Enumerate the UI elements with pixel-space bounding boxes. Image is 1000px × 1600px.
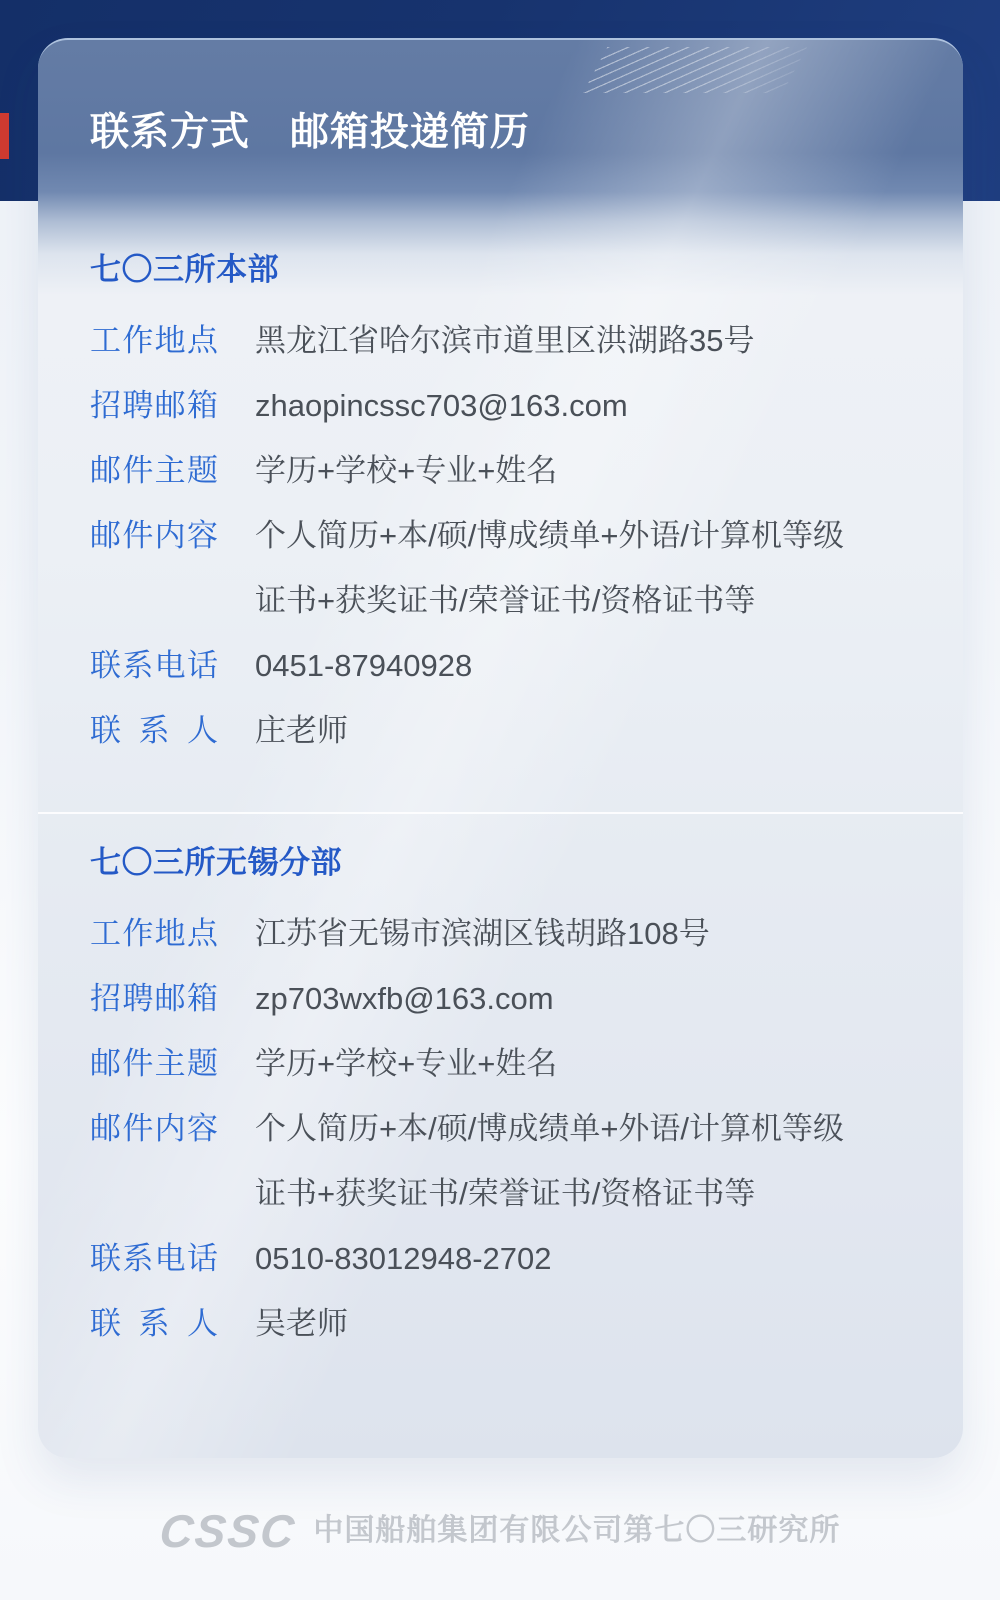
work-location-value: 江苏省无锡市滨湖区钱胡路108号 [255,916,710,951]
row-label: 邮件主题 [90,1046,218,1081]
card-header [90,40,911,237]
row-label: 联系人 [90,713,218,748]
footer [0,1496,1000,1566]
recruit-email-value: zp703wxfb@163.com [255,981,554,1016]
section-title: 七〇三所本部 [90,252,279,287]
contact-card [38,38,963,1458]
recruit-email-value: zhaopincssc703@163.com [255,388,628,423]
row-recruit-email [90,966,911,1031]
row-label: 邮件主题 [90,453,218,488]
email-subject-value: 学历+学校+专业+姓名 [255,453,558,488]
section-headquarters [90,237,911,763]
diagonal-hatch-decoration [583,47,807,93]
section-wuxi-branch [90,830,911,1356]
section-divider [38,812,963,814]
row-label: 联系电话 [90,648,218,683]
row-label: 邮件内容 [90,518,218,553]
work-location-value: 黑龙江省哈尔滨市道里区洪湖路35号 [255,323,755,358]
row-label: 邮件内容 [90,1111,218,1146]
section-title: 七〇三所无锡分部 [90,845,342,880]
phone-value: 0451-87940928 [255,648,473,683]
row-label: 联系人 [90,1306,218,1341]
contact-person-value: 吴老师 [255,1306,348,1341]
row-email-subject [90,1031,911,1096]
email-content-line1: 个人简历+本/硕/博成绩单+外语/计算机等级 [255,1111,845,1146]
row-contact-person [90,1291,911,1356]
row-email-subject [90,438,911,503]
row-contact-person [90,698,911,763]
row-label: 招聘邮箱 [90,388,218,423]
email-content-line2: 证书+获奖证书/荣誉证书/资格证书等 [255,583,756,618]
row-email-content [90,503,911,633]
row-label: 联系电话 [90,1241,218,1276]
row-work-location [90,901,911,966]
page-title: 联系方式 邮箱投递简历 [90,111,531,154]
row-work-location [90,308,911,373]
email-subject-value: 学历+学校+专业+姓名 [255,1046,558,1081]
row-phone [90,633,911,698]
row-label: 工作地点 [90,323,218,358]
row-phone [90,1226,911,1291]
red-accent-bar [0,113,9,159]
footer-company-name: 中国船舶集团有限公司第七〇三研究所 [313,1514,841,1547]
email-content-value [255,503,844,633]
row-label: 招聘邮箱 [90,981,218,1016]
row-recruit-email [90,373,911,438]
row-email-content [90,1096,911,1226]
email-content-line2: 证书+获奖证书/荣誉证书/资格证书等 [255,1176,756,1211]
phone-value: 0510-83012948-2702 [255,1241,552,1276]
email-content-value [255,1096,844,1226]
row-label: 工作地点 [90,916,218,951]
cssc-logo: CSSC [156,1505,299,1557]
email-content-line1: 个人简历+本/硕/博成绩单+外语/计算机等级 [255,518,845,553]
contact-person-value: 庄老师 [255,713,348,748]
